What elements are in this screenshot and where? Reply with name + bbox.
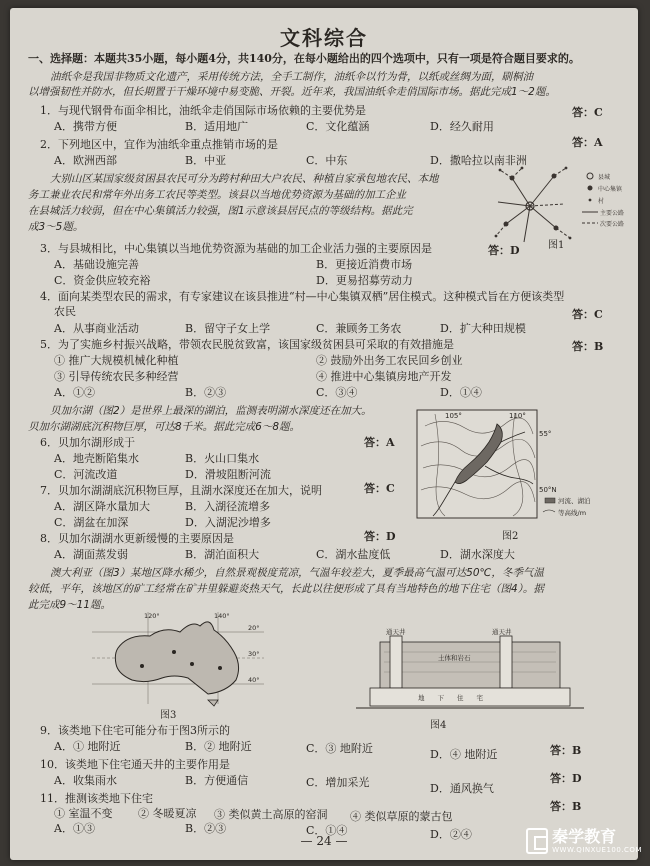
question-8-answer: 答：D <box>364 530 396 543</box>
question-11-stem: 11．推测该类地下住宅 <box>40 792 153 805</box>
question-9-stem: 9．该类地下住宅可能分布于图3所示的 <box>40 724 230 737</box>
question-10-option-c[interactable]: C．增加采光 <box>306 776 370 789</box>
question-5-option-c[interactable]: C．③④ <box>316 386 358 399</box>
question-1-option-c[interactable]: C．文化蕴涵 <box>306 120 370 133</box>
passage-2-line-2: 务工兼业农民和常年外出务工农民等类型。该县以当地优势资源为基础的加工企业 <box>28 189 406 201</box>
page-title: 文科综合 <box>280 26 368 50</box>
legend-contour: 等高线/m <box>558 509 587 517</box>
question-1-option-d[interactable]: D．经久耐用 <box>430 120 494 133</box>
page-number: — 24 — <box>300 834 348 848</box>
longitude-105: 105° <box>445 412 462 420</box>
question-8-option-a[interactable]: A．湖面蒸发弱 <box>54 548 128 561</box>
question-3-option-c[interactable]: C．资金供应较充裕 <box>54 274 151 287</box>
latitude-50: 50°N <box>539 486 557 494</box>
question-5-option-d[interactable]: D．①④ <box>440 386 482 399</box>
passage-3-line-2: 贝加尔湖湖底沉积物巨厚，可达8千米。据此完成6～8题。 <box>28 421 301 433</box>
figure-3-caption: 图3 <box>160 710 177 721</box>
question-10-option-a[interactable]: A．收集雨水 <box>54 774 117 787</box>
figure-2-baikal-map <box>415 406 630 526</box>
fig3-latitude-20: 20° <box>248 624 260 632</box>
question-3-answer: 答：D <box>488 244 520 257</box>
question-7-answer: 答：C <box>364 482 395 495</box>
question-5-option-a[interactable]: A．①② <box>54 386 95 399</box>
question-11-answer: 答：B <box>550 800 582 813</box>
question-4-stem: 4．面向某类型农民的需求，有专家建议在该县推进“村—中心集镇双栖”居住模式。这种模式旨在方便该类型 <box>40 290 565 303</box>
question-11-item-3: ③ 类似黄土高原的窑洞 <box>214 808 328 821</box>
question-2-option-a[interactable]: A．欧洲西部 <box>54 154 117 167</box>
logo-name: 秦学教育 <box>552 827 617 846</box>
brand-logo <box>526 822 642 860</box>
vent-shaft-left <box>390 636 402 688</box>
figure-1-caption: 图1 <box>548 240 565 251</box>
question-10-stem: 10．该类地下住宅通天井的主要作用是 <box>40 758 230 771</box>
logo-url: WWW.QINXUE100.COM <box>552 846 642 854</box>
question-10-option-b[interactable]: B．方便通信 <box>185 774 249 787</box>
rock-label: 土体和岩石 <box>438 654 471 662</box>
question-1-stem: 1．与现代钢骨布面伞相比，油纸伞走俏国际市场依赖的主要优势是 <box>40 104 366 117</box>
question-7-stem: 7．贝加尔湖湖底沉积物巨厚，且湖水深度还在加大，说明 <box>40 484 322 497</box>
legend-county-town: 县城 <box>598 174 611 181</box>
passage-4-line-3: 此完成9～11题。 <box>28 599 112 611</box>
legend-village: 村 <box>598 198 605 205</box>
question-9-option-b[interactable]: B．② 地附近 <box>185 740 252 753</box>
section-header: 一、选择题：本题共35小题，每小题4分，共140分，在每小题给出的四个选项中，只有一项是符合题目要求的。 <box>28 52 580 65</box>
question-3-option-a[interactable]: A．基础设施完善 <box>54 258 139 271</box>
question-6-answer: 答：A <box>364 436 395 449</box>
question-2-option-b[interactable]: B．中亚 <box>185 154 227 167</box>
vent-shaft-right <box>500 636 512 688</box>
question-1-option-a[interactable]: A．携带方便 <box>54 120 117 133</box>
passage-1-line-1: 油纸伞是我国非物质文化遗产，采用传统方法，全手工制作，油纸伞以竹为骨，以纸或丝绸为面，刷桐油 <box>50 71 533 83</box>
question-8-option-b[interactable]: B．湖泊面积大 <box>185 548 260 561</box>
question-11-option-a[interactable]: A．①③ <box>54 822 95 835</box>
question-11-item-1: ① 室温不变 <box>54 807 113 820</box>
passage-2-line-1: 大别山区某国家级贫困县农民可分为跨村种田大户农民、种植自家承包地农民、本地 <box>50 173 439 185</box>
question-5-item-1: ① 推广大规模机械化种植 <box>54 354 179 367</box>
question-2-answer: 答：A <box>572 136 603 149</box>
figure-4-caption: 图4 <box>430 720 447 731</box>
question-7-option-d[interactable]: D．入湖泥沙增多 <box>185 516 271 529</box>
figure-4-underground-house <box>350 628 590 714</box>
question-5-option-b[interactable]: B．②③ <box>185 386 227 399</box>
legend-main-road: 主要公路 <box>600 210 625 217</box>
question-9-answer: 答：B <box>550 744 582 757</box>
question-6-option-d[interactable]: D．滑坡阻断河流 <box>185 468 271 481</box>
vent-label-right: 通天井 <box>492 628 512 636</box>
question-4-answer: 答：C <box>572 308 603 321</box>
question-5-item-3: ③ 引导传统农民多种经营 <box>54 370 179 383</box>
fig3-longitude-120: 120° <box>144 612 160 620</box>
question-9-option-a[interactable]: A．① 地附近 <box>54 740 121 753</box>
question-3-option-b[interactable]: B．更接近消费市场 <box>316 258 413 271</box>
legend-river-lake: 河流、湖泊 <box>558 497 591 505</box>
question-8-stem: 8．贝加尔湖湖水更新缓慢的主要原因是 <box>40 532 234 545</box>
question-5-stem: 5．为了实施乡村振兴战略，带领农民脱贫致富，该国家级贫困县可采取的有效措施是 <box>40 338 454 351</box>
question-4-option-d[interactable]: D．扩大种田规模 <box>440 322 526 335</box>
exam-page <box>10 8 638 860</box>
question-11-option-d[interactable]: D．②④ <box>430 828 472 841</box>
fig3-latitude-40: 40° <box>248 676 260 684</box>
question-10-option-d[interactable]: D．通风换气 <box>430 782 494 795</box>
passage-1-line-2: 以增强韧性并防水，但长期置于干燥环境中易变脆、开裂。近年来，我国油纸伞走俏国际市场。据此完成1～2题。 <box>28 86 556 98</box>
question-10-answer: 答：D <box>550 772 582 785</box>
question-11-option-b[interactable]: B．②③ <box>185 822 227 835</box>
question-6-option-b[interactable]: B．火山口集水 <box>185 452 260 465</box>
passage-2-line-3: 在县城活力较弱，但在中心集镇活力较强，图1示意该县居民点的等级结构。据此完 <box>28 205 413 217</box>
figure-3-australia-map <box>88 608 268 708</box>
question-5-item-2: ② 鼓励外出务工农民回乡创业 <box>316 354 463 367</box>
passage-4-line-2: 较低，平年，该地区的矿工经常在矿井里躲避炎热天气，长此以往便形成了具有当地特色的地下住宅（图4）。据 <box>28 583 544 595</box>
question-1-option-b[interactable]: B．适用地广 <box>185 120 249 133</box>
passage-2-line-4: 成3～5题。 <box>28 221 84 233</box>
fig3-latitude-30: 30° <box>248 650 260 658</box>
longitude-110: 110° <box>509 412 526 420</box>
question-2-option-d[interactable]: D．撒哈拉以南非洲 <box>430 154 527 167</box>
question-4-stem-cont: 农民 <box>54 305 76 318</box>
question-7-option-b[interactable]: B．入湖径流增多 <box>185 500 271 513</box>
question-8-option-d[interactable]: D．湖水深度大 <box>440 548 515 561</box>
passage-3-line-1: 贝加尔湖（图2）是世界上最深的湖泊，监测表明湖水深度还在加大。 <box>50 405 372 417</box>
figure-2-caption: 图2 <box>502 531 519 542</box>
question-7-option-c[interactable]: C．湖盆在加深 <box>54 516 129 529</box>
legend-minor-road: 次要公路 <box>600 221 625 228</box>
vent-label-left: 通天井 <box>386 628 406 636</box>
logo-mark-icon <box>526 828 548 854</box>
question-4-option-c[interactable]: C．兼顾务工务农 <box>316 322 402 335</box>
question-1-answer: 答：C <box>572 106 603 119</box>
question-3-stem: 3．与县城相比，中心集镇以当地优势资源为基础的加工企业活力强的主要原因是 <box>40 242 432 255</box>
question-3-option-d[interactable]: D．更易招募劳动力 <box>316 274 413 287</box>
question-5-answer: 答：B <box>572 340 604 353</box>
question-4-option-a[interactable]: A．从事商业活动 <box>54 322 139 335</box>
question-5-item-4: ④ 推进中心集镇房地产开发 <box>316 370 452 383</box>
question-2-option-c[interactable]: C．中东 <box>306 154 348 167</box>
question-11-item-4: ④ 类似草原的蒙古包 <box>350 810 453 823</box>
question-6-option-c[interactable]: C．河流改道 <box>54 468 118 481</box>
latitude-55: 55° <box>539 430 552 438</box>
question-2-stem: 2．下列地区中，宜作为油纸伞重点推销市场的是 <box>40 138 278 151</box>
question-6-option-a[interactable]: A．地壳断陷集水 <box>54 452 139 465</box>
question-4-option-b[interactable]: B．留守子女上学 <box>185 322 271 335</box>
question-6-stem: 6．贝加尔湖形成于 <box>40 436 135 449</box>
question-11-item-2: ② 冬暖夏凉 <box>138 807 197 820</box>
passage-4-line-1: 澳大利亚（图3）某地区降水稀少，自然景观极度荒凉，气温年较差大，夏季最高气温可达50℃，冬季气温 <box>50 567 544 579</box>
legend-central-town: 中心集镇 <box>598 186 623 193</box>
australia-outline <box>115 622 238 694</box>
fig3-longitude-140: 140° <box>214 612 230 620</box>
question-8-option-c[interactable]: C．湖水盐度低 <box>316 548 391 561</box>
question-9-option-d[interactable]: D．④ 地附近 <box>430 748 498 761</box>
question-9-option-c[interactable]: C．③ 地附近 <box>306 742 373 755</box>
question-7-option-a[interactable]: A．湖区降水量加大 <box>54 500 150 513</box>
house-label: 地 下 住 宅 <box>418 694 483 702</box>
question-11-option-c[interactable]: C．①④ <box>306 824 348 837</box>
